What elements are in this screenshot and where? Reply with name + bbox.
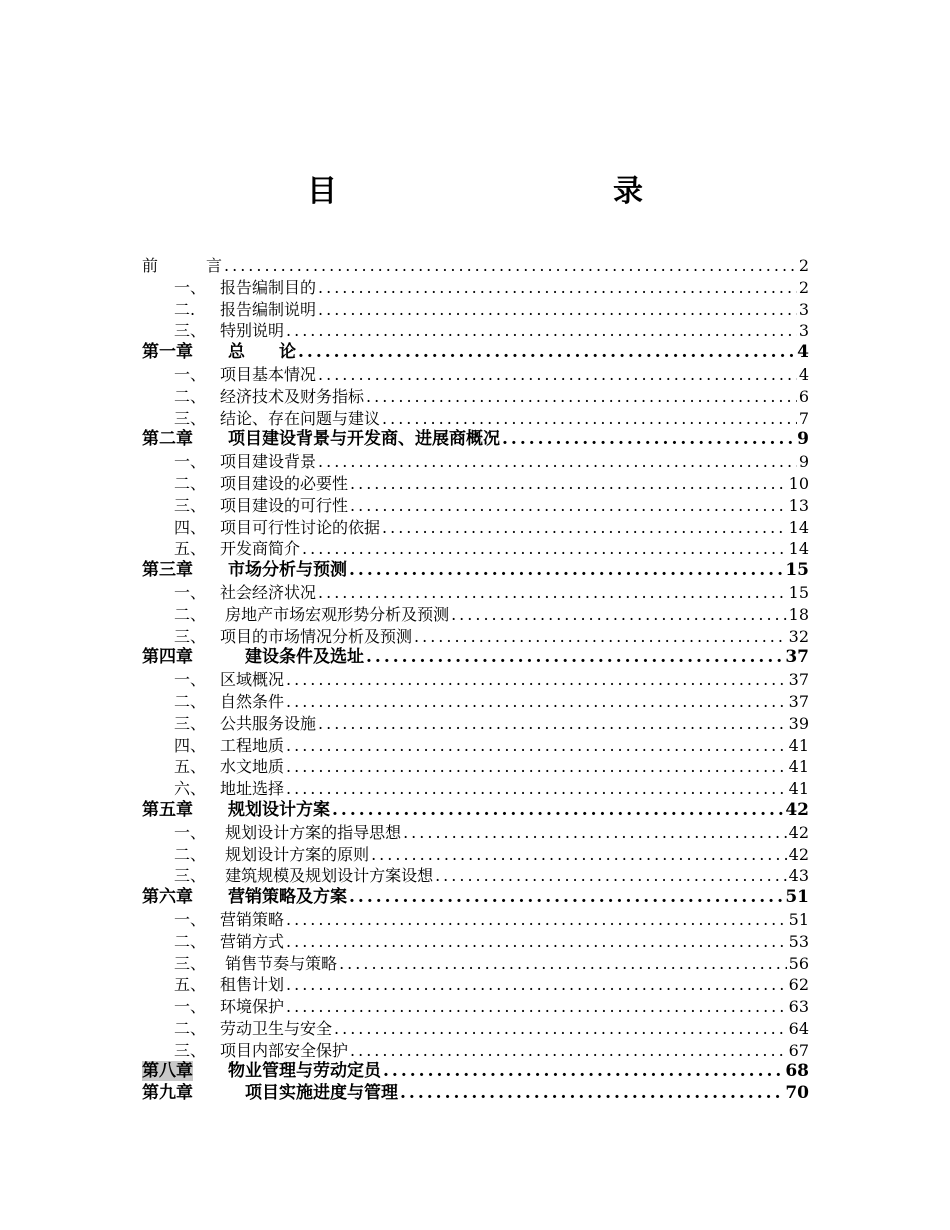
toc-section-row[interactable] [142, 909, 809, 931]
toc-section-row[interactable] [142, 517, 809, 539]
toc-page-number: 15 [788, 582, 809, 602]
toc-dot-leader [286, 931, 787, 953]
toc-dot-leader [318, 713, 787, 735]
toc-dot-leader [286, 756, 787, 778]
toc-page-number: 68 [785, 1061, 809, 1082]
toc-entry-number: 三、 [174, 866, 207, 886]
toc-dot-leader [350, 495, 787, 517]
toc-entry-label [174, 735, 284, 757]
toc-entry-label [174, 909, 284, 931]
toc-entry-number: 三、 [174, 1040, 207, 1060]
toc-entry-title: 销售节奏与策略 [220, 953, 338, 973]
toc-entry-title: 建筑规模及规划设计方案设想 [220, 866, 434, 886]
toc-entry-title: 规划设计方案的指导思想 [220, 822, 402, 842]
toc-page-number: 15 [785, 560, 809, 581]
toc-entry-title: 工程地质 [220, 735, 285, 755]
toc-entry-number: 三、 [174, 626, 207, 646]
toc-entry-title: 项目可行性讨论的依据 [220, 517, 381, 537]
toc-dot-leader [318, 299, 797, 321]
toc-entry-label [142, 1061, 381, 1083]
toc-entry-title: 营销策略 [220, 909, 285, 929]
toc-page-number: 10 [788, 473, 809, 493]
toc-entry-label [174, 713, 316, 735]
toc-page-number: 7 [798, 408, 809, 428]
toc-dot-leader [382, 517, 787, 539]
toc-dot-leader [318, 277, 797, 299]
toc-page-number: 13 [788, 495, 809, 515]
toc-page-number: 41 [788, 779, 809, 799]
toc-dot-leader [350, 473, 787, 495]
toc-chapter-row[interactable] [142, 647, 809, 669]
toc-section-row[interactable] [142, 408, 809, 430]
toc-section-row[interactable] [142, 538, 809, 560]
toc-page-number: 14 [788, 517, 809, 537]
toc-entry-number: 二、 [174, 386, 207, 406]
toc-entry-number: 第五章 [142, 799, 193, 820]
toc-section-row[interactable] [142, 1040, 809, 1062]
toc-page-number: 37 [788, 691, 809, 711]
toc-page-number: 18 [788, 604, 809, 624]
toc-section-row[interactable] [142, 320, 809, 342]
toc-dot-leader [224, 255, 797, 277]
toc-entry-title: 总 论 [228, 342, 296, 363]
toc-page-number: 39 [788, 713, 809, 733]
toc-dot-leader [286, 320, 797, 342]
toc-entry-number: 第八章 [142, 1061, 193, 1082]
toc-entry-number: 第六章 [142, 887, 193, 908]
toc-section-row[interactable] [142, 451, 809, 473]
toc-page-number: 37 [785, 647, 809, 668]
toc-dot-leader [286, 691, 787, 713]
toc-dot-leader [286, 735, 787, 757]
toc-dot-leader [383, 1061, 783, 1083]
toc-entry-label [174, 931, 284, 953]
toc-dot-leader [332, 800, 783, 822]
toc-entry-label [174, 974, 284, 996]
toc-section-row[interactable] [142, 669, 809, 691]
toc-section-row[interactable] [142, 277, 809, 299]
toc-entry-number: 第四章 [142, 647, 193, 668]
toc-page-number: 56 [788, 953, 809, 973]
toc-section-row[interactable] [142, 996, 809, 1018]
toc-page-number: 6 [798, 386, 809, 406]
toc-dot-leader [350, 1040, 787, 1062]
toc-entry-title: 社会经济状况 [220, 582, 317, 602]
toc-chapter-row[interactable] [142, 887, 809, 909]
toc-dot-leader [403, 822, 787, 844]
toc-entry-number: 三、 [174, 713, 207, 733]
toc-page-number: 53 [788, 931, 809, 951]
toc-entry-label [174, 495, 348, 517]
toc-page-number: 70 [785, 1083, 809, 1104]
toc-entry-title: 项目的市场情况分析及预测 [220, 626, 413, 646]
toc-dot-leader [382, 408, 797, 430]
toc-entry-title: 报告编制说明 [220, 299, 317, 319]
toc-entry-label [174, 299, 316, 321]
toc-entry-number: 第三章 [142, 560, 193, 581]
toc-entry-label [174, 408, 380, 430]
toc-page-number: 42 [785, 799, 809, 820]
toc-page-number: 62 [788, 975, 809, 995]
toc-entry-label [174, 364, 316, 386]
toc-preface-row[interactable] [142, 255, 809, 277]
toc-entry-title: 项目基本情况 [220, 364, 317, 384]
toc-page-number: 14 [788, 539, 809, 559]
toc-section-row[interactable] [142, 1018, 809, 1040]
toc-entry-title: 环境保护 [220, 997, 285, 1017]
toc-page-number: 51 [788, 909, 809, 929]
toc-entry-label [174, 1040, 348, 1062]
toc-dot-leader [435, 865, 787, 887]
toc-entry-title: 项目实施进度与管理 [228, 1083, 398, 1104]
toc-entry-number: 一、 [174, 909, 207, 929]
toc-entry-label [142, 800, 330, 822]
toc-page-number: 2 [798, 277, 809, 297]
toc-dot-leader [371, 844, 787, 866]
toc-section-row[interactable] [142, 865, 809, 887]
toc-entry-number: 四、 [174, 735, 207, 755]
toc-entry-number: 二、 [174, 1018, 207, 1038]
toc-entry-label [174, 778, 284, 800]
toc-entry-title: 区域概况 [220, 670, 285, 690]
toc-entry-title: 营销策略及方案 [228, 887, 347, 908]
toc-entry-title: 项目建设背景 [220, 452, 317, 472]
toc-dot-leader [318, 364, 797, 386]
toc-page-number: 51 [785, 887, 809, 908]
toc-entry-number: 一、 [174, 582, 207, 602]
toc-entry-number: 一、 [174, 997, 207, 1017]
toc-entry-label [174, 1018, 332, 1040]
toc-entry-label [174, 756, 284, 778]
toc-dot-leader [298, 342, 795, 364]
toc-entry-number: 一、 [174, 452, 207, 472]
toc-entry-title: 经济技术及财务指标 [220, 386, 365, 406]
toc-dot-leader [366, 647, 783, 669]
toc-entry-number: 第一章 [142, 342, 193, 363]
toc-dot-leader [349, 887, 783, 909]
toc-entry-title: 建设条件及选址 [228, 647, 364, 668]
toc-entry-title: 营销方式 [220, 931, 285, 951]
toc-entry-number: 三、 [174, 321, 207, 341]
toc-entry-title: 租售计划 [220, 975, 285, 995]
toc-dot-leader [286, 974, 787, 996]
toc-entry-label [174, 451, 316, 473]
toc-entry-number: 第二章 [142, 429, 193, 450]
toc-section-row[interactable] [142, 473, 809, 495]
toc-page-number: 63 [788, 997, 809, 1017]
toc-entry-number: 二、 [174, 691, 207, 711]
toc-entry-label [142, 342, 296, 364]
toc-page-number: 42 [788, 844, 809, 864]
toc-entry-number: 二、 [174, 604, 207, 624]
toc-section-row[interactable] [142, 691, 809, 713]
toc-page-number: 41 [788, 735, 809, 755]
toc-entry-label [174, 386, 364, 408]
toc-entry-label [142, 887, 347, 909]
toc-dot-leader [451, 604, 787, 626]
toc-page-number: 3 [798, 299, 809, 319]
toc-section-row[interactable] [142, 386, 809, 408]
toc-entry-label [174, 582, 316, 604]
toc-chapter-row[interactable] [142, 342, 809, 364]
toc-section-row[interactable] [142, 364, 809, 386]
toc-page-number: 37 [788, 670, 809, 690]
toc-section-row[interactable] [142, 626, 809, 648]
toc-entry-title: 结论、存在问题与建议 [220, 408, 381, 428]
toc-chapter-row[interactable] [142, 1083, 809, 1105]
toc-entry-label [174, 473, 348, 495]
toc-section-row[interactable] [142, 844, 809, 866]
toc-section-row[interactable] [142, 931, 809, 953]
toc-entry-title: 规划设计方案的原则 [220, 844, 370, 864]
toc-entry-number: 五、 [174, 757, 207, 777]
toc-entry-label [174, 277, 316, 299]
toc-entry-number: 一、 [174, 822, 207, 842]
toc-page-number: 64 [788, 1018, 809, 1038]
table-of-contents [142, 255, 809, 1105]
toc-entry-label [174, 865, 433, 887]
toc-entry-label [174, 604, 449, 626]
toc-entry-label [174, 844, 369, 866]
toc-entry-title: 特别说明 [220, 321, 285, 341]
toc-entry-title: 市场分析与预测 [228, 560, 347, 581]
toc-section-row[interactable] [142, 778, 809, 800]
toc-entry-number: 三、 [174, 953, 207, 973]
toc-entry-title: 项目建设的必要性 [220, 473, 349, 493]
toc-section-row[interactable] [142, 756, 809, 778]
toc-chapter-row[interactable] [142, 560, 809, 582]
toc-section-row[interactable] [142, 713, 809, 735]
toc-entry-label [174, 691, 284, 713]
toc-dot-leader [286, 669, 787, 691]
toc-entry-label [174, 669, 284, 691]
toc-entry-label [174, 953, 337, 975]
toc-entry-number: 三、 [174, 408, 207, 428]
toc-entry-number: 六、 [174, 779, 207, 799]
toc-dot-leader [349, 560, 783, 582]
toc-entry-label [174, 996, 284, 1018]
toc-entry-number: 二. [174, 299, 196, 319]
toc-entry-number: 二、 [174, 931, 207, 951]
toc-entry-title: 项目内部安全保护 [220, 1040, 349, 1060]
toc-chapter-row[interactable] [142, 429, 809, 451]
toc-entry-title: 项目建设背景与开发商、进展商概况 [228, 429, 500, 450]
toc-page-number: 43 [788, 866, 809, 886]
toc-entry-title: 开发商简介 [220, 539, 301, 559]
toc-section-row[interactable] [142, 953, 809, 975]
toc-entry-title: 自然条件 [220, 691, 285, 711]
page-title: 目 录 [307, 174, 715, 209]
toc-entry-number: 五、 [174, 539, 207, 559]
toc-entry-label [142, 255, 222, 277]
toc-dot-leader [502, 429, 795, 451]
toc-entry-title: 房地产市场宏观形势分析及预测 [220, 604, 450, 624]
toc-page-number: 41 [788, 757, 809, 777]
toc-page-number: 9 [798, 452, 809, 472]
toc-dot-leader [286, 996, 787, 1018]
toc-section-row[interactable] [142, 299, 809, 321]
toc-entry-label [174, 320, 284, 342]
toc-section-row[interactable] [142, 495, 809, 517]
toc-entry-label [142, 429, 500, 451]
toc-entry-label [174, 538, 300, 560]
toc-page-number: 4 [798, 364, 809, 384]
toc-entry-number: 二、 [174, 844, 207, 864]
toc-dot-leader [414, 626, 787, 648]
toc-dot-leader [302, 538, 787, 560]
toc-entry-number: 四、 [174, 517, 207, 537]
toc-entry-label [174, 822, 401, 844]
toc-entry-number: 二、 [174, 473, 207, 493]
toc-entry-label [142, 1083, 398, 1105]
toc-entry-title: 劳动卫生与安全 [220, 1018, 333, 1038]
toc-entry-number: 第九章 [142, 1083, 193, 1104]
toc-section-row[interactable] [142, 604, 809, 626]
toc-entry-number: 三、 [174, 495, 207, 515]
toc-entry-title: 项目建设的可行性 [220, 495, 349, 515]
toc-dot-leader [318, 582, 787, 604]
toc-page-number: 4 [797, 342, 809, 363]
toc-entry-title: 物业管理与劳动定员 [228, 1061, 381, 1082]
toc-dot-leader [286, 909, 787, 931]
toc-chapter-row[interactable] [142, 800, 809, 822]
toc-section-row[interactable] [142, 582, 809, 604]
toc-entry-label [174, 626, 412, 648]
toc-page-number: 32 [788, 626, 809, 646]
toc-page-number: 2 [798, 256, 809, 275]
toc-entry-number: 一、 [174, 670, 207, 690]
toc-entry-title: 前 言 [142, 256, 223, 275]
toc-section-row[interactable] [142, 974, 809, 996]
toc-page-number: 67 [788, 1040, 809, 1060]
toc-entry-label [142, 560, 347, 582]
toc-section-row[interactable] [142, 735, 809, 757]
toc-entry-title: 报告编制目的 [220, 277, 317, 297]
toc-entry-title: 公共服务设施 [220, 713, 317, 733]
toc-dot-leader [400, 1083, 783, 1105]
toc-chapter-row[interactable] [142, 1061, 809, 1083]
toc-entry-title: 规划设计方案 [228, 799, 330, 820]
toc-dot-leader [339, 953, 787, 975]
toc-entry-number: 一、 [174, 364, 207, 384]
toc-section-row[interactable] [142, 822, 809, 844]
toc-entry-number: 五、 [174, 975, 207, 995]
toc-entry-number: 一、 [174, 277, 207, 297]
toc-entry-label [174, 517, 380, 539]
toc-entry-label [142, 647, 364, 669]
toc-entry-title: 水文地质 [220, 757, 285, 777]
toc-entry-title: 地址选择 [220, 779, 285, 799]
toc-page-number: 42 [788, 822, 809, 842]
toc-dot-leader [366, 386, 797, 408]
toc-page-number: 9 [797, 429, 809, 450]
toc-dot-leader [334, 1018, 787, 1040]
toc-page-number: 3 [798, 321, 809, 341]
toc-dot-leader [286, 778, 787, 800]
toc-dot-leader [318, 451, 797, 473]
